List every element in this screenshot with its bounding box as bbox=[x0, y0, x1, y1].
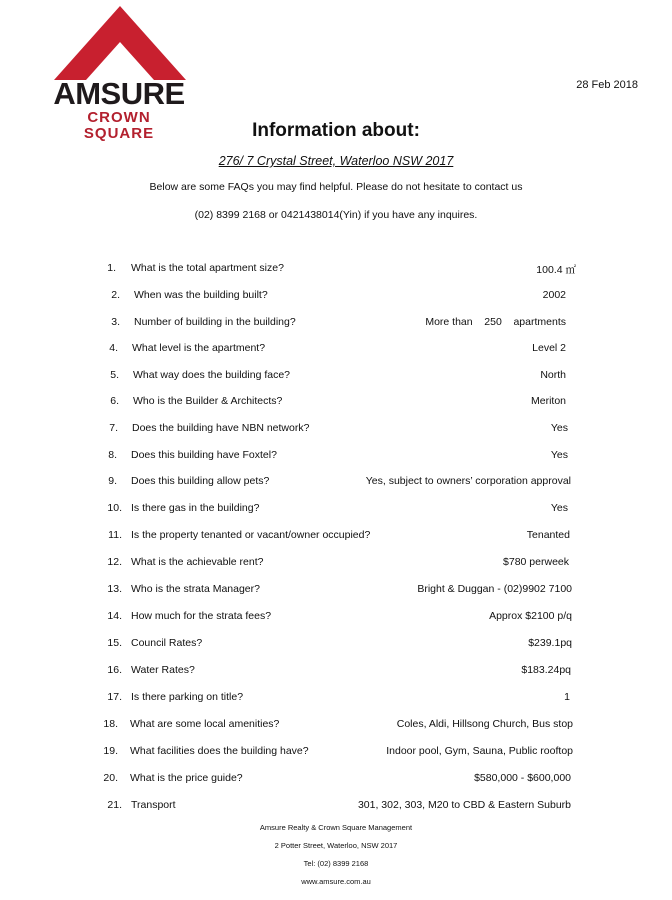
faq-number: 5. bbox=[110, 369, 119, 381]
faq-answer: Approx $2100 p/q bbox=[489, 610, 572, 622]
faq-question: Who is the strata Manager? bbox=[131, 583, 260, 595]
faq-answer: Coles, Aldi, Hillsong Church, Bus stop bbox=[396, 718, 573, 730]
faq-item bbox=[0, 342, 672, 362]
faq-item bbox=[0, 449, 672, 469]
faq-answer: $780 perweek bbox=[503, 556, 569, 568]
faq-item bbox=[0, 529, 672, 549]
faq-item bbox=[0, 502, 672, 522]
faq-answer: Bright & Duggan - (02)9902 7100 bbox=[417, 583, 572, 595]
faq-item bbox=[0, 745, 672, 765]
faq-number: 14. bbox=[107, 610, 122, 622]
faq-number: 8. bbox=[108, 449, 117, 461]
faq-number: 1. bbox=[107, 262, 116, 274]
faq-question: What is the price guide? bbox=[130, 772, 243, 784]
faq-question: Is there gas in the building? bbox=[131, 502, 260, 514]
faq-answer: North bbox=[540, 369, 566, 381]
footer-company: Amsure Realty & Crown Square Management bbox=[259, 823, 413, 832]
page-title: Information about: bbox=[252, 120, 420, 141]
faq-number: 7. bbox=[109, 422, 118, 434]
faq-number: 13. bbox=[107, 583, 122, 595]
faq-question: Water Rates? bbox=[131, 664, 195, 676]
faq-question: What facilities does the building have? bbox=[130, 745, 309, 757]
roof-logo-icon bbox=[50, 6, 190, 86]
faq-item bbox=[0, 316, 672, 336]
faq-question: What level is the apartment? bbox=[132, 342, 266, 354]
faq-question: How much for the strata fees? bbox=[131, 610, 272, 622]
faq-item bbox=[0, 262, 672, 282]
faq-answer: Yes bbox=[550, 502, 568, 514]
faq-item bbox=[0, 799, 672, 819]
faq-item bbox=[0, 637, 672, 657]
faq-item bbox=[0, 475, 672, 495]
faq-question: When was the building built? bbox=[134, 289, 268, 301]
faq-question: Does this building allow pets? bbox=[131, 475, 270, 487]
faq-item bbox=[0, 395, 672, 415]
faq-number: 21. bbox=[107, 799, 122, 811]
faq-answer: $183.24pq bbox=[521, 664, 571, 676]
faq-question: Does this building have Foxtel? bbox=[131, 449, 277, 461]
faq-answer: 100.4 ㎡ bbox=[536, 264, 576, 276]
footer-website[interactable]: www.amsure.com.au bbox=[301, 877, 371, 886]
logo-subtitle: CROWN SQUARE bbox=[83, 109, 155, 142]
faq-question: Number of building in the building? bbox=[134, 316, 296, 328]
faq-number: 3. bbox=[111, 316, 120, 328]
faq-number: 6. bbox=[110, 395, 119, 407]
faq-question: What is the achievable rent? bbox=[131, 556, 264, 568]
faq-answer: Tenanted bbox=[526, 529, 570, 541]
faq-number: 10. bbox=[107, 502, 122, 514]
faq-item bbox=[0, 422, 672, 442]
faq-answer: More than 250 apartments bbox=[425, 316, 566, 328]
faq-answer: Yes, subject to owners’ corporation approval bbox=[365, 475, 571, 487]
logo-name: AMSURE bbox=[53, 76, 185, 111]
property-address: 276/ 7 Crystal Street, Waterloo NSW 2017 bbox=[218, 154, 454, 168]
faq-item bbox=[0, 664, 672, 684]
faq-item bbox=[0, 556, 672, 576]
faq-question: Who is the Builder & Architects? bbox=[133, 395, 283, 407]
faq-answer: Yes bbox=[550, 449, 568, 461]
faq-number: 2. bbox=[111, 289, 120, 301]
faq-item bbox=[0, 369, 672, 389]
intro-line-2: (02) 8399 2168 or 0421438014(Yin) if you have any inquires. bbox=[194, 209, 478, 221]
faq-item bbox=[0, 583, 672, 603]
faq-question: Is the property tenanted or vacant/owner occupied? bbox=[131, 529, 371, 541]
faq-number: 20. bbox=[103, 772, 118, 784]
faq-answer: Meriton bbox=[530, 395, 566, 407]
faq-question: What is the total apartment size? bbox=[131, 262, 284, 274]
intro-line-1: Below are some FAQs you may find helpful. Please do not hesitate to contact us bbox=[149, 181, 523, 193]
faq-answer: Level 2 bbox=[532, 342, 566, 354]
faq-answer: 2002 bbox=[542, 289, 566, 301]
faq-item bbox=[0, 610, 672, 630]
faq-number: 11. bbox=[108, 529, 122, 541]
faq-number: 18. bbox=[103, 718, 118, 730]
faq-answer: $580,000 - $600,000 bbox=[474, 772, 571, 784]
faq-question: Is there parking on title? bbox=[131, 691, 244, 703]
faq-item bbox=[0, 691, 672, 711]
faq-item bbox=[0, 289, 672, 309]
faq-answer: $239.1pq bbox=[528, 637, 572, 649]
footer-phone: Tel: (02) 8399 2168 bbox=[303, 859, 369, 868]
faq-number: 9. bbox=[108, 475, 117, 487]
faq-item bbox=[0, 772, 672, 792]
faq-number: 4. bbox=[109, 342, 118, 354]
faq-question: Council Rates? bbox=[131, 637, 203, 649]
company-logo bbox=[50, 6, 190, 142]
faq-question: Transport bbox=[131, 799, 176, 811]
faq-question: What are some local amenities? bbox=[130, 718, 280, 730]
faq-number: 19. bbox=[103, 745, 118, 757]
faq-question: Does the building have NBN network? bbox=[132, 422, 310, 434]
faq-answer: 1 bbox=[564, 691, 570, 703]
footer-address: 2 Potter Street, Waterloo, NSW 2017 bbox=[274, 841, 398, 850]
faq-answer: 301, 302, 303, M20 to CBD & Eastern Suburb bbox=[357, 799, 571, 811]
faq-number: 12. bbox=[107, 556, 122, 568]
faq-number: 15. bbox=[107, 637, 122, 649]
document-date: 28 Feb 2018 bbox=[576, 79, 638, 91]
faq-question: What way does the building face? bbox=[133, 369, 291, 381]
faq-number: 17. bbox=[107, 691, 122, 703]
faq-number: 16. bbox=[107, 664, 122, 676]
faq-item bbox=[0, 718, 672, 738]
faq-answer: Yes bbox=[550, 422, 568, 434]
faq-answer: Indoor pool, Gym, Sauna, Public rooftop bbox=[386, 745, 573, 757]
